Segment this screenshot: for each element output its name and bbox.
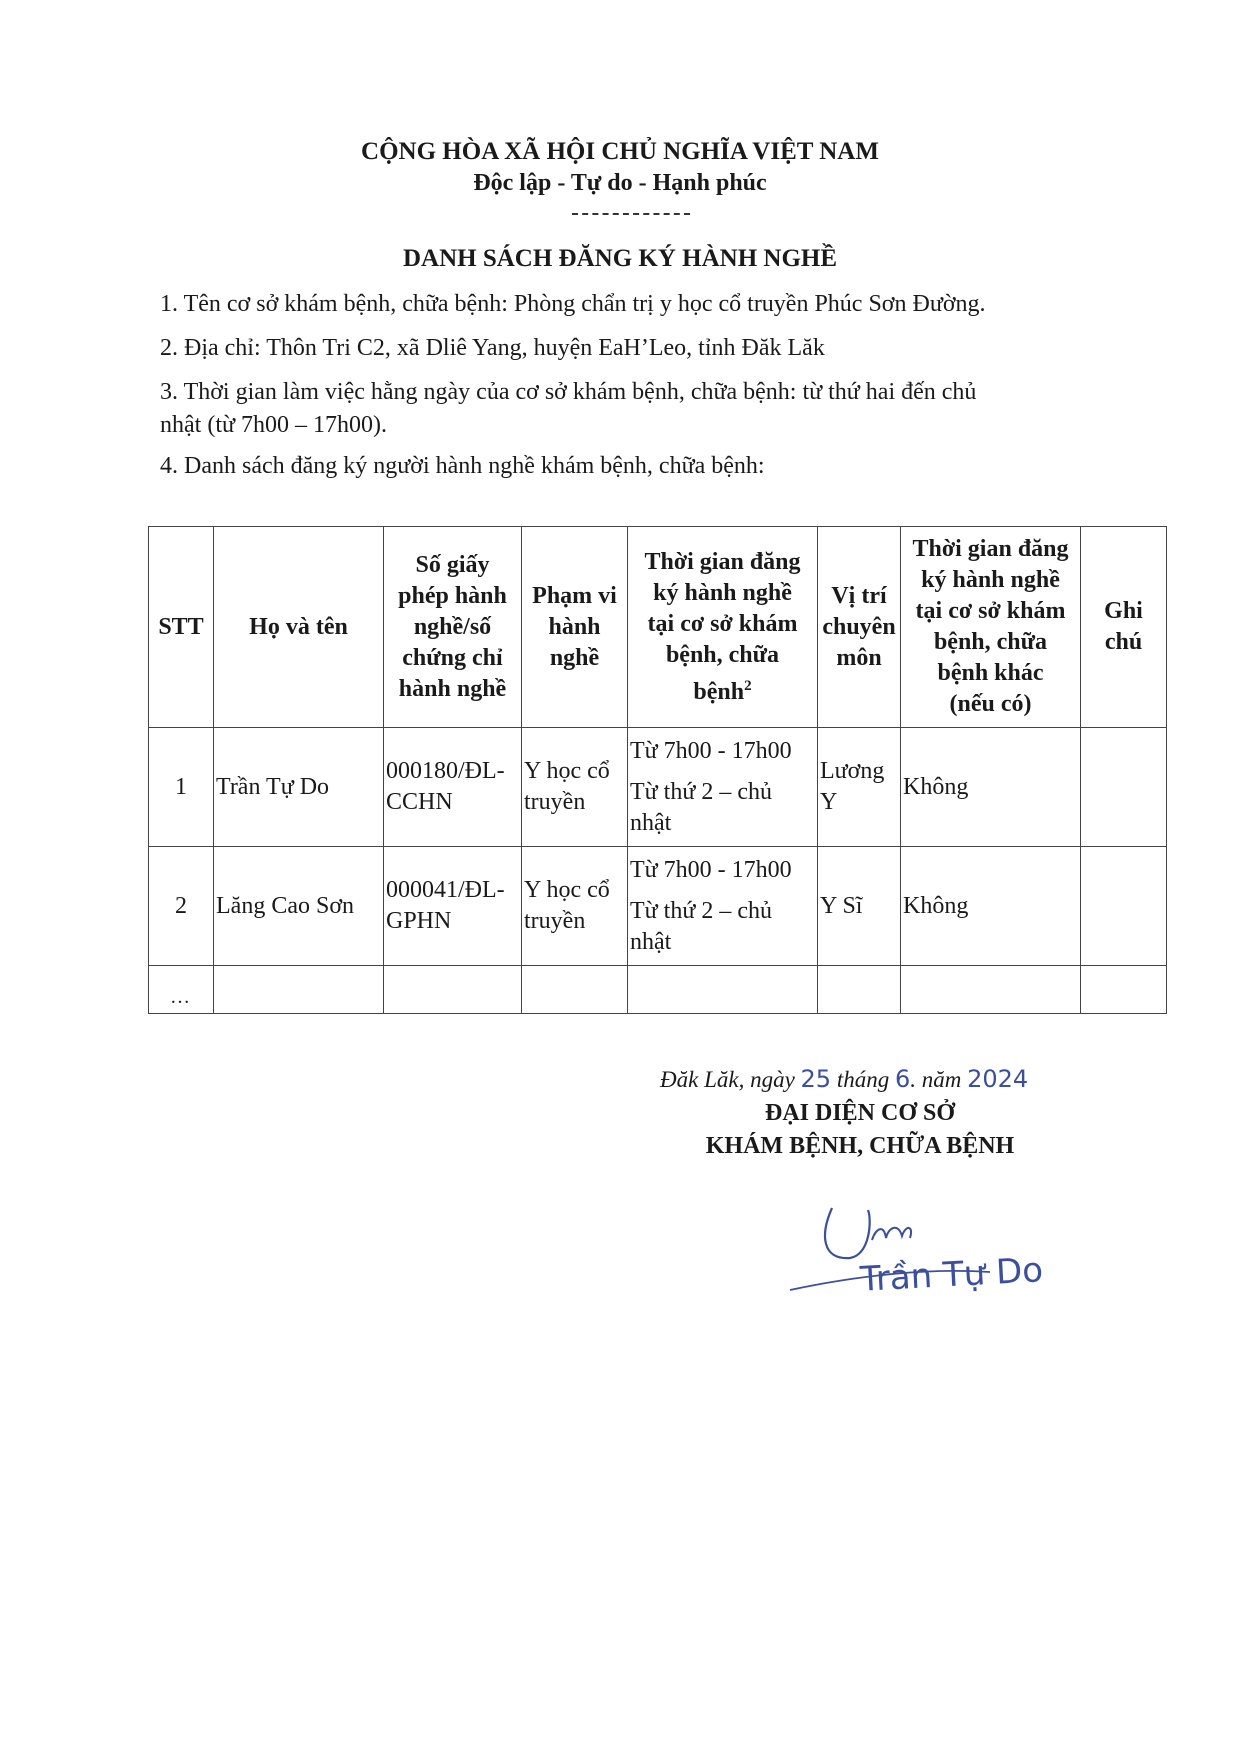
header-note: Ghi chú (1081, 527, 1167, 728)
signer-name: Trần Tự Do (859, 1250, 1044, 1300)
cell-name: Lăng Cao Sơn (214, 847, 384, 966)
cell-name: Trần Tự Do (214, 728, 384, 847)
cell-empty (628, 966, 818, 1014)
header-other-facility-time: Thời gian đăng ký hành nghề tại cơ sở khám bệnh, chữa bệnh khác (nếu có) (901, 527, 1081, 728)
working-hours-line2: nhật (từ 7h00 – 17h00). (160, 412, 387, 438)
cell-empty (901, 966, 1081, 1014)
cell-ellipsis: … (149, 966, 214, 1014)
practitioner-list-intro: 4. Danh sách đăng ký người hành nghề khám bệnh, chữa bệnh: (160, 453, 765, 479)
cell-empty (522, 966, 628, 1014)
cell-note (1081, 847, 1167, 966)
cell-scope: Y học cổ truyền (522, 847, 628, 966)
header-registration-time: Thời gian đăng ký hành nghề tại cơ sở khám bệnh, chữa bệnh$^2$ (628, 527, 818, 728)
practitioner-table (148, 526, 1167, 1014)
cell-other-facility-time: Không (901, 728, 1081, 847)
cell-stt: 1 (149, 728, 214, 847)
handwritten-year: 2024 (967, 1065, 1029, 1093)
cell-empty (384, 966, 522, 1014)
cell-registration-time: Từ 7h00 - 17h00 Từ thứ 2 – chủ nhật (628, 847, 818, 966)
cell-stt: 2 (149, 847, 214, 966)
cell-position: Y Sĩ (818, 847, 901, 966)
facility-address: 2. Địa chỉ: Thôn Tri C2, xã Dliê Yang, huyện EaH’Leo, tỉnh Đăk Lăk (160, 335, 825, 361)
national-title: CỘNG HÒA XÃ HỘI CHỦ NGHĨA VIỆT NAM (361, 138, 879, 165)
cell-scope: Y học cổ truyền (522, 728, 628, 847)
header-scope: Phạm vi hành nghề (522, 527, 628, 728)
cell-license: 000041/ĐL- GPHN (384, 847, 522, 966)
cell-empty (818, 966, 901, 1014)
cell-other-facility-time: Không (901, 847, 1081, 966)
table-row (149, 966, 1167, 1014)
facility-name: 1. Tên cơ sở khám bệnh, chữa bệnh: Phòng chẩn trị y học cổ truyền Phúc Sơn Đường. (160, 291, 986, 317)
handwritten-month: 6 (894, 1065, 911, 1093)
cell-empty (1081, 966, 1167, 1014)
header-license: Số giấy phép hành nghề/số chứng chỉ hành nghề (384, 527, 522, 728)
cell-registration-time: Từ 7h00 - 17h00 Từ thứ 2 – chủ nhật (628, 728, 818, 847)
table-row (149, 847, 1167, 966)
header-position: Vị trí chuyên môn (818, 527, 901, 728)
cell-note (1081, 728, 1167, 847)
handwritten-day: 25 (800, 1065, 832, 1093)
footnote-mark: 2 (744, 677, 752, 694)
signer-title-line1: ĐẠI DIỆN CƠ SỞ (764, 1100, 956, 1126)
header-stt: STT (149, 527, 214, 728)
cell-license: 000180/ĐL- CCHN (384, 728, 522, 847)
header-name: Họ và tên (214, 527, 384, 728)
table-row (149, 728, 1167, 847)
table-header-row (149, 527, 1167, 728)
working-hours-line1: 3. Thời gian làm việc hằng ngày của cơ sở khám bệnh, chữa bệnh: từ thứ hai đến chủ (160, 379, 977, 405)
cell-position: Lương Y (818, 728, 901, 847)
national-motto: Độc lập - Tự do - Hạnh phúc (473, 170, 767, 196)
signer-title-line2: KHÁM BỆNH, CHỮA BỆNH (705, 1133, 1015, 1159)
header-divider (572, 213, 690, 215)
signing-date: Đăk Lăk, ngày 25 tháng 6. năm 2024 (660, 1065, 1029, 1093)
document-title: DANH SÁCH ĐĂNG KÝ HÀNH NGHỀ (402, 245, 838, 272)
cell-empty (214, 966, 384, 1014)
